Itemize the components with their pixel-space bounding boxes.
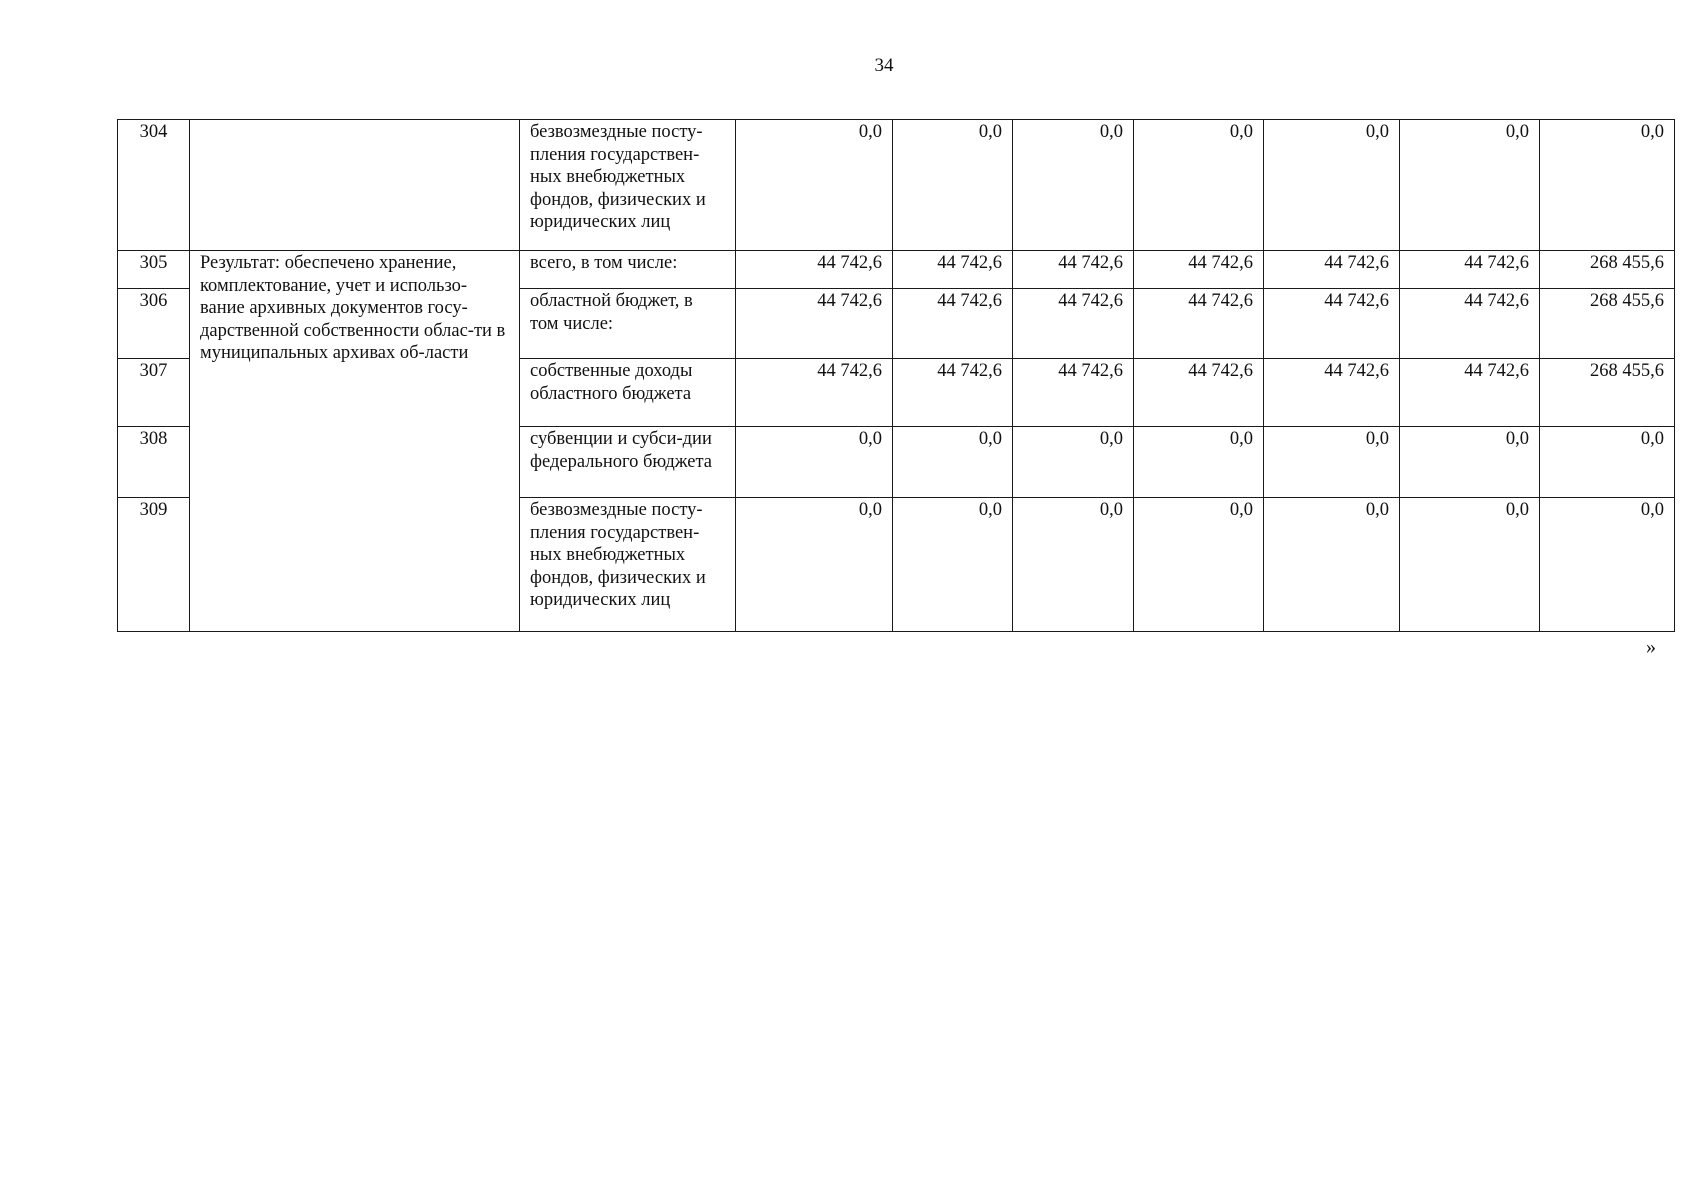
closing-quote-mark: » — [1646, 636, 1656, 658]
result-cell-empty — [190, 120, 520, 251]
total-cell: 0,0 — [1540, 120, 1675, 251]
total-cell: 0,0 — [1540, 427, 1675, 498]
value-cell: 0,0 — [736, 498, 893, 632]
value-cell: 44 742,6 — [1400, 251, 1540, 289]
value-cell: 44 742,6 — [893, 359, 1013, 427]
value-cell: 44 742,6 — [1400, 359, 1540, 427]
page-number: 34 — [874, 55, 894, 76]
value-cell: 0,0 — [1134, 120, 1264, 251]
value-cell: 44 742,6 — [1013, 251, 1134, 289]
value-cell: 44 742,6 — [1134, 251, 1264, 289]
table-row — [118, 251, 1675, 289]
budget-table — [117, 119, 1675, 632]
value-cell: 44 742,6 — [1264, 359, 1400, 427]
row-label: собственные доходы областного бюджета — [520, 359, 736, 427]
value-cell: 44 742,6 — [1264, 251, 1400, 289]
value-cell: 0,0 — [736, 120, 893, 251]
value-cell: 44 742,6 — [1134, 359, 1264, 427]
value-cell: 0,0 — [1264, 498, 1400, 632]
value-cell: 44 742,6 — [736, 251, 893, 289]
row-label: безвозмездные посту-пления государствен-ных внебюджетных фондов, физических и юридических лиц — [520, 498, 736, 632]
value-cell: 0,0 — [1400, 427, 1540, 498]
value-cell: 0,0 — [1013, 498, 1134, 632]
value-cell: 44 742,6 — [893, 251, 1013, 289]
value-cell: 0,0 — [1134, 427, 1264, 498]
row-number: 308 — [118, 427, 190, 498]
value-cell: 44 742,6 — [736, 289, 893, 359]
value-cell: 44 742,6 — [1013, 359, 1134, 427]
value-cell: 0,0 — [1400, 120, 1540, 251]
value-cell: 0,0 — [1013, 427, 1134, 498]
value-cell: 0,0 — [893, 427, 1013, 498]
result-description: Результат: обеспечено хранение, комплектование, учет и использо-вание архивных документов госу-дарственной собственности облас-ти в муниципальных архивах об-ласти — [190, 251, 520, 632]
value-cell: 0,0 — [1134, 498, 1264, 632]
row-number: 306 — [118, 289, 190, 359]
total-cell: 0,0 — [1540, 498, 1675, 632]
row-label: всего, в том числе: — [520, 251, 736, 289]
value-cell: 44 742,6 — [1264, 289, 1400, 359]
value-cell: 44 742,6 — [1400, 289, 1540, 359]
total-cell: 268 455,6 — [1540, 289, 1675, 359]
value-cell: 44 742,6 — [1013, 289, 1134, 359]
value-cell: 44 742,6 — [893, 289, 1013, 359]
row-label: субвенции и субси-дии федерального бюджета — [520, 427, 736, 498]
value-cell: 0,0 — [1264, 427, 1400, 498]
value-cell: 0,0 — [1400, 498, 1540, 632]
value-cell: 0,0 — [893, 498, 1013, 632]
table-row — [118, 120, 1675, 251]
value-cell: 0,0 — [736, 427, 893, 498]
value-cell: 0,0 — [1013, 120, 1134, 251]
total-cell: 268 455,6 — [1540, 251, 1675, 289]
row-label: безвозмездные посту-пления государствен-ных внебюджетных фондов, физических и юридических лиц — [520, 120, 736, 251]
total-cell: 268 455,6 — [1540, 359, 1675, 427]
row-number: 307 — [118, 359, 190, 427]
value-cell: 0,0 — [893, 120, 1013, 251]
value-cell: 44 742,6 — [736, 359, 893, 427]
row-label: областной бюджет, в том числе: — [520, 289, 736, 359]
row-number: 305 — [118, 251, 190, 289]
row-number: 304 — [118, 120, 190, 251]
value-cell: 0,0 — [1264, 120, 1400, 251]
value-cell: 44 742,6 — [1134, 289, 1264, 359]
row-number: 309 — [118, 498, 190, 632]
